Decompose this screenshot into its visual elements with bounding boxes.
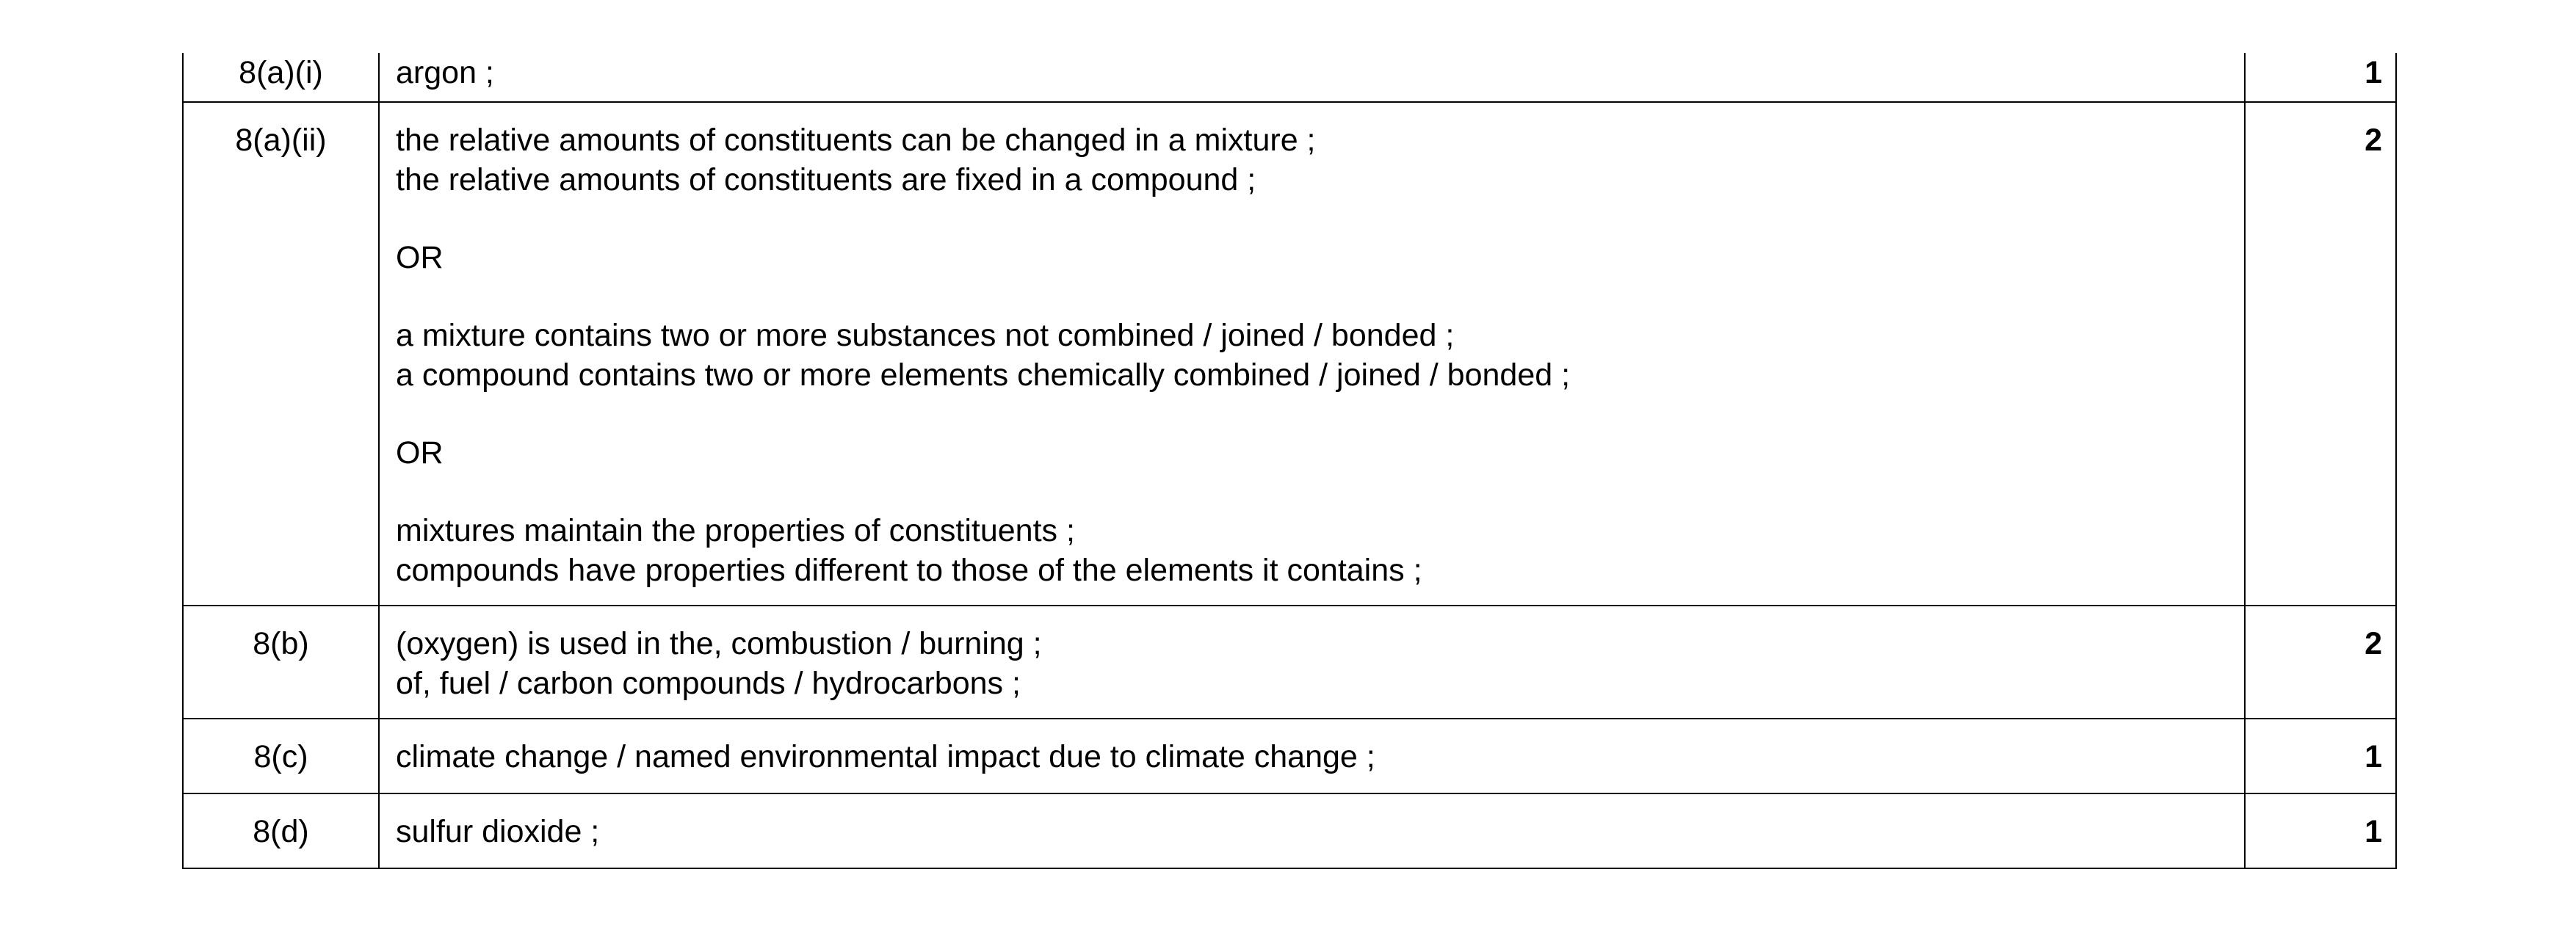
answer-line: the relative amounts of constituents can be changed in a mixture ; — [396, 123, 1316, 158]
answer-cell — [379, 793, 2245, 868]
marks-value: 1 — [2245, 53, 2396, 102]
question-number: 8(c) — [183, 719, 379, 793]
table-row — [183, 102, 2396, 606]
answer-line: sulfur dioxide ; — [396, 814, 600, 849]
answer-line: of, fuel / carbon compounds / hydrocarbons ; — [396, 666, 1021, 701]
answer-line: argon ; — [396, 55, 494, 90]
table-row — [183, 606, 2396, 719]
answer-line: climate change / named environmental impact due to climate change ; — [396, 739, 1375, 774]
answer-line: a mixture contains two or more substances not combined / joined / bonded ; — [396, 318, 1455, 353]
answer-cell — [379, 719, 2245, 793]
or-separator: OR — [396, 240, 444, 275]
marks-value: 2 — [2245, 606, 2396, 719]
marks-value: 1 — [2245, 719, 2396, 793]
answer-cell — [379, 606, 2245, 719]
question-number: 8(a)(ii) — [183, 102, 379, 606]
answer-line: the relative amounts of constituents are fixed in a compound ; — [396, 162, 1256, 197]
table-row — [183, 793, 2396, 868]
answer-cell — [379, 53, 2245, 102]
mark-scheme-table — [182, 53, 2397, 869]
question-number: 8(d) — [183, 793, 379, 868]
answer-line: compounds have properties different to those of the elements it contains ; — [396, 553, 1422, 588]
question-number: 8(b) — [183, 606, 379, 719]
table-row — [183, 53, 2396, 102]
answer-line: mixtures maintain the properties of constituents ; — [396, 513, 1075, 548]
or-separator: OR — [396, 435, 444, 471]
answer-line: a compound contains two or more elements chemically combined / joined / bonded ; — [396, 357, 1571, 393]
table-row — [183, 719, 2396, 793]
question-number: 8(a)(i) — [183, 53, 379, 102]
marks-value: 1 — [2245, 793, 2396, 868]
marks-value: 2 — [2245, 102, 2396, 606]
answer-line: (oxygen) is used in the, combustion / burning ; — [396, 626, 1042, 661]
answer-cell — [379, 102, 2245, 606]
